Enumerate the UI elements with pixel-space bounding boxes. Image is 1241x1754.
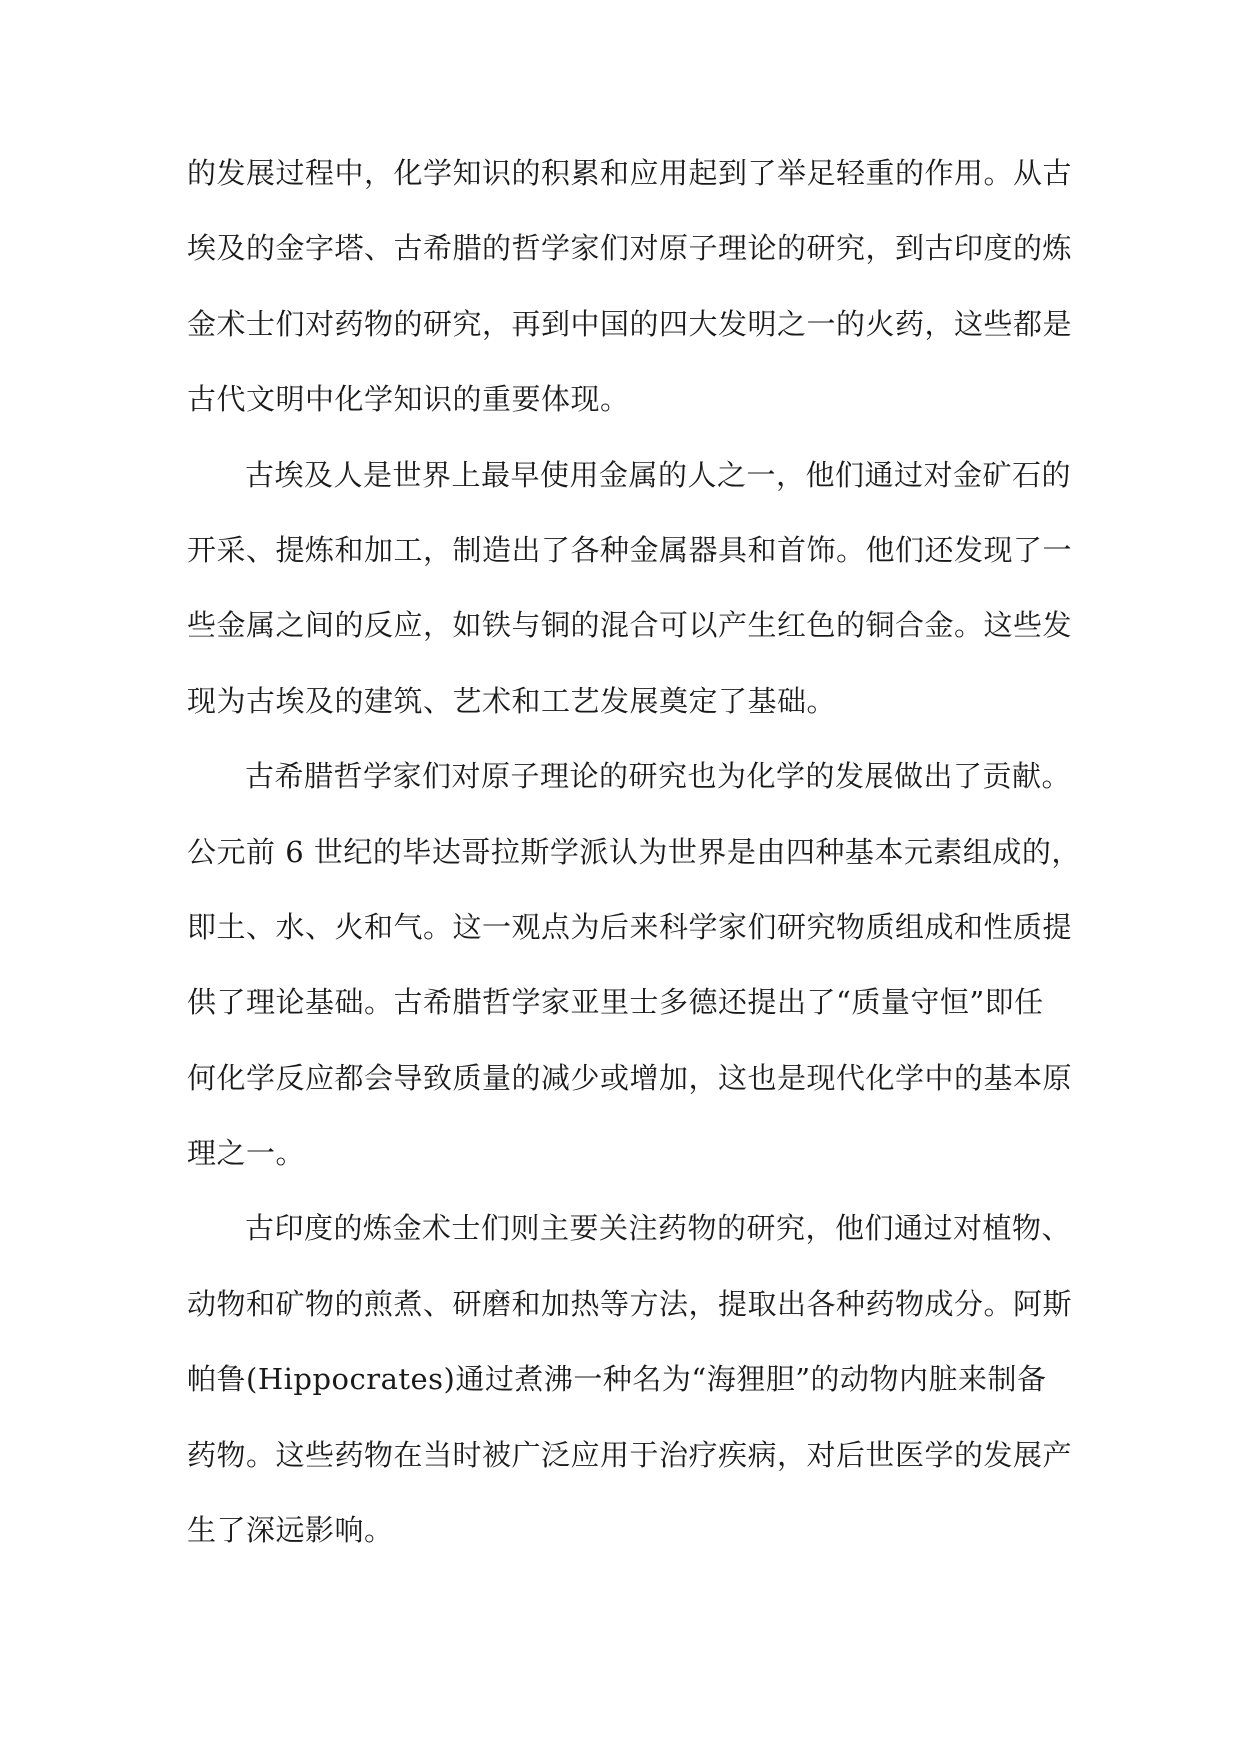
text-line: 金术士们对药物的研究，再到中国的四大发明之一的火药，这些都是 (187, 306, 1073, 341)
text-line: 开采、提炼和加工，制造出了各种金属器具和首饰。他们还发现了一 (187, 532, 1073, 567)
text-line: 的发展过程中，化学知识的积累和应用起到了举足轻重的作用。从古 (187, 156, 1073, 190)
paragraph-2 (187, 438, 1087, 740)
text-line: 古希腊哲学家们对原子理论的研究也为化学的发展做出了贡献。 (245, 759, 1072, 794)
text-line: 古印度的炼金术士们则主要关注药物的研究，他们通过对植物、 (245, 1211, 1072, 1246)
text-line: 埃及的金字塔、古希腊的哲学家们对原子理论的研究，到古印度的炼 (187, 231, 1073, 266)
paragraph-1 (187, 136, 1087, 438)
text-line: 即土、水、火和气。这一观点为后来科学家们研究物质组成和性质提 (187, 909, 1073, 944)
text-line: 些金属之间的反应，如铁与铜的混合可以产生红色的铜合金。这些发 (187, 608, 1073, 643)
text-line: 公元前 6 世纪的毕达哥拉斯学派认为世界是由四种基本元素组成的， (187, 834, 1081, 869)
text-line: 古埃及人是世界上最早使用金属的人之一，他们通过对金矿石的 (245, 457, 1072, 492)
text-line: 药物。这些药物在当时被广泛应用于治疗疾病，对后世医学的发展产 (187, 1437, 1073, 1472)
paragraph-3 (187, 739, 1087, 1191)
text-line: 帕鲁(Hippocrates)通过煮沸一种名为“海狸胆”的动物内脏来制备 (187, 1362, 1047, 1397)
text-line: 古代文明中化学知识的重要体现。 (187, 382, 630, 417)
text-line: 何化学反应都会导致质量的减少或增加，这也是现代化学中的基本原 (187, 1060, 1073, 1095)
text-line: 理之一。 (187, 1136, 306, 1171)
text-line: 现为古埃及的建筑、艺术和工艺发展奠定了基础。 (187, 683, 837, 718)
paragraph-4 (187, 1191, 1087, 1568)
document-body (187, 136, 1087, 1568)
text-line: 生了深远影响。 (187, 1513, 394, 1548)
text-line: 动物和矿物的煎煮、研磨和加热等方法，提取出各种药物成分。阿斯 (187, 1286, 1073, 1321)
text-line: 供了理论基础。古希腊哲学家亚里士多德还提出了“质量守恒”即任 (187, 985, 1044, 1020)
